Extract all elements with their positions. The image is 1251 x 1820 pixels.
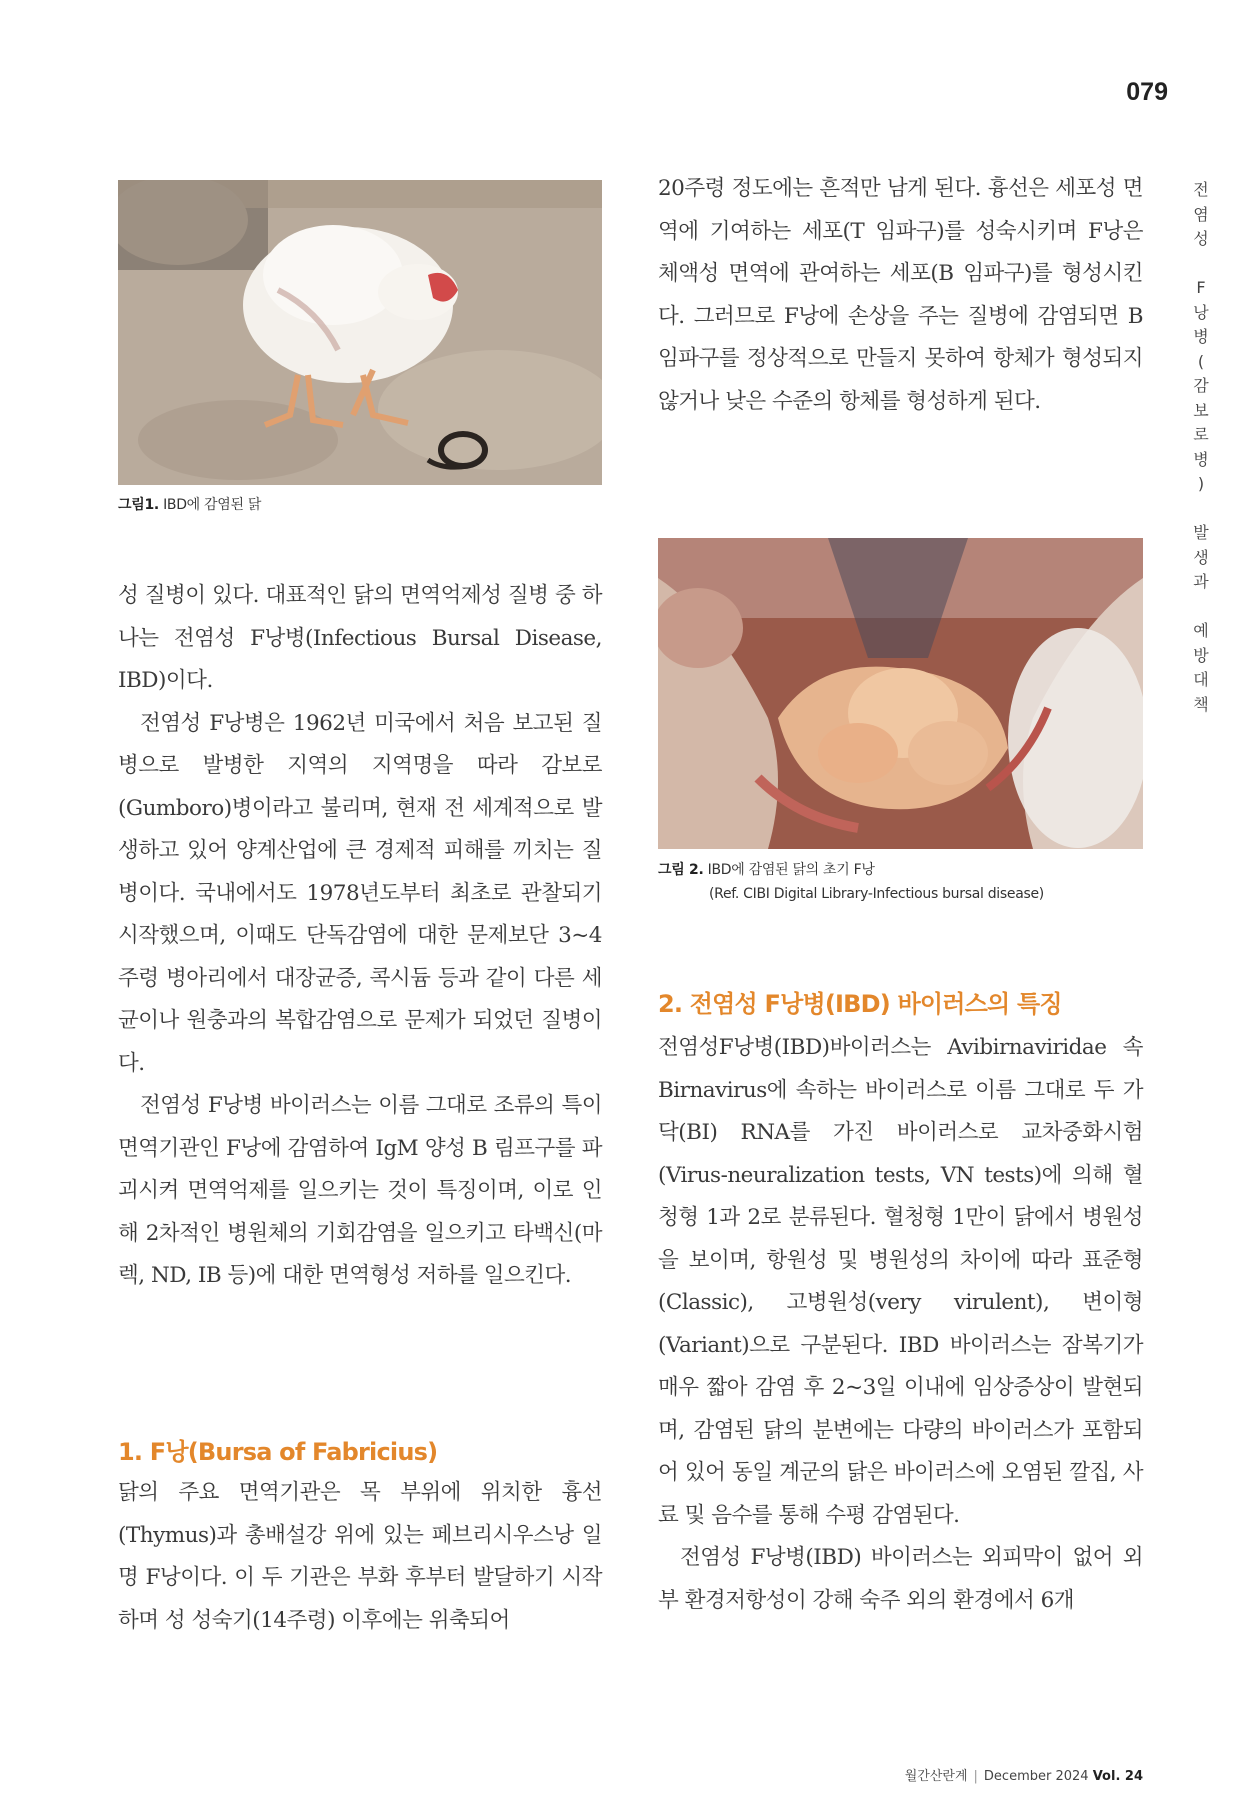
figure-1-label: 그림1. (118, 497, 159, 513)
figure-2-label: 그림 2. (658, 862, 704, 878)
side-title-char: 발 (1193, 523, 1209, 542)
figure-1-chicken-photo (118, 180, 602, 485)
side-title-char (1198, 252, 1203, 277)
footer-separator: | (973, 1769, 978, 1784)
footer-issue: December 2024 (983, 1769, 1089, 1784)
figure-2-caption-text: IBD에 감염된 닭의 초기 F낭 (703, 862, 875, 878)
footer-volume: Vol. 24 (1092, 1769, 1143, 1784)
footer-magazine: 월간산란계 (904, 1769, 968, 1784)
side-title-char: 대 (1193, 670, 1209, 689)
side-title-char: 예 (1193, 621, 1209, 640)
side-title-char: F (1196, 278, 1206, 297)
left-section-paragraph: 닭의 주요 면역기관은 목 부위에 위치한 흉선(Thymus)과 총배설강 위에 있는 페브리시우스낭 일명 F낭이다. 이 두 기관은 부화 후부터 발달하기 시작하며 성 성숙기(14주령) 이후에는 위축되어 (118, 1480, 602, 1633)
figure-2-caption (658, 858, 1044, 906)
page-footer (850, 1765, 1143, 1784)
side-title-char: 감 (1193, 376, 1209, 395)
right-column-section-body (658, 1027, 1143, 1622)
side-title-char: 로 (1193, 425, 1209, 444)
figure-1-caption (118, 494, 261, 514)
right-top-paragraph: 20주령 정도에는 흔적만 남게 된다. 흉선은 세포성 면역에 기여하는 세포(T 임파구)를 성숙시키며 F낭은 체액성 면역에 관여하는 세포(B 임파구)를 형성시킨다. 그러므로 F낭에 손상을 주는 질병에 감염되면 B 임파구를 정상적으로 만들지 못하여 항체가 형성되지 않거나 낮은 수준의 항체를 형성하게 된다. (658, 176, 1143, 414)
side-title-char: 전 (1193, 180, 1209, 199)
side-title-char: 보 (1193, 400, 1209, 420)
side-title-char: ) (1197, 474, 1205, 493)
left-paragraph-1: 성 질병이 있다. 대표적인 닭의 면역억제성 질병 중 하나는 전염성 F낭병(Infectious Bursal Disease, IBD)이다. (118, 583, 602, 693)
section-heading-ibd-virus: 2. 전염성 F낭병(IBD) 바이러스의 특징 (658, 990, 1062, 1018)
side-title-char: 과 (1193, 572, 1209, 591)
side-title-char: 낭 (1193, 302, 1209, 322)
left-paragraph-2: 전염성 F낭병은 1962년 미국에서 처음 보고된 질병으로 발병한 지역의 지역명을 따라 감보로(Gumboro)병이라고 불리며, 현재 전 세계적으로 발생하고 있어 양계산업에 큰 경제적 피해를 끼치는 질병이다. 국내에서도 1978년도부터 최초로 관찰되기 시작했으며, 이때도 단독감염에 대한 문제보단 3~4주령 병아리에서 대장균증, 콕시듐 등과 같이 다른 세균이나 원충과의 복합감염으로 문제가 되었던 질병이다. (118, 710, 602, 1076)
figure-1-caption-text: IBD에 감염된 닭 (158, 497, 262, 513)
bursa-photo (658, 538, 1143, 849)
side-title-char: 병 (1193, 327, 1209, 346)
side-section-title (1186, 178, 1216, 717)
chicken-photo (118, 180, 602, 485)
side-title-char: 생 (1193, 547, 1209, 567)
figure-2-bursa-photo (658, 538, 1143, 849)
left-paragraph-3: 전염성 F낭병 바이러스는 이름 그대로 조류의 특이 면역기관인 F낭에 감염하여 IgM 양성 B 림프구를 파괴시켜 면역억제를 일으키는 것이 특징이며, 이로 인해 2차적인 병원체의 기회감염을 일으키고 타백신(마렉, ND, IB 등)에 대한 면역형성 저하를 일으킨다. (118, 1093, 602, 1288)
page-number: 079 (1126, 78, 1168, 106)
side-title-char: 책 (1193, 694, 1209, 714)
right-section-paragraph-2: 전염성 F낭병(IBD) 바이러스는 외피막이 없어 외부 환경저항성이 강해 숙주 외의 환경에서 6개 (658, 1545, 1143, 1613)
side-title-char: 염 (1193, 204, 1209, 224)
side-title-char (1198, 497, 1203, 522)
right-column-top-body (658, 168, 1143, 423)
side-title-char: ( (1197, 351, 1205, 371)
left-column-body (118, 575, 602, 1298)
section-heading-bursa: 1. F낭(Bursa of Fabricius) (118, 1438, 438, 1466)
side-title-char: 방 (1193, 645, 1209, 665)
figure-2-reference: (Ref. CIBI Digital Library-Infectious bursal disease) (709, 886, 1044, 902)
side-title-char: 병 (1193, 449, 1209, 469)
right-section-paragraph-1: 전염성F낭병(IBD)바이러스는 Avibirnaviridae 속 Birnavirus에 속하는 바이러스로 이름 그대로 두 가닥(BI) RNA를 가진 바이러스로 교차중화시험(Virus-neuralization tests, VN tests)에 의해 혈청형 1과 2로 분류된다. 혈청형 1만이 닭에서 병원성을 보이며, 항원성 및 병원성의 차이에 따라 표준형(Classic), 고병원성(very virulent), 변이형(Variant)으로 구분된다. IBD 바이러스는 잠복기가 매우 짧아 감염 후 2~3일 이내에 임상증상이 발현되며, 감염된 닭의 분변에는 다량의 바이러스가 포함되어 있어 동일 계군의 닭은 바이러스에 오염된 깔집, 사료 및 음수를 통해 수평 감염된다. (658, 1035, 1143, 1528)
side-title-char (1198, 595, 1203, 620)
left-column-section-body (118, 1472, 602, 1642)
side-title-char: 성 (1193, 229, 1209, 248)
